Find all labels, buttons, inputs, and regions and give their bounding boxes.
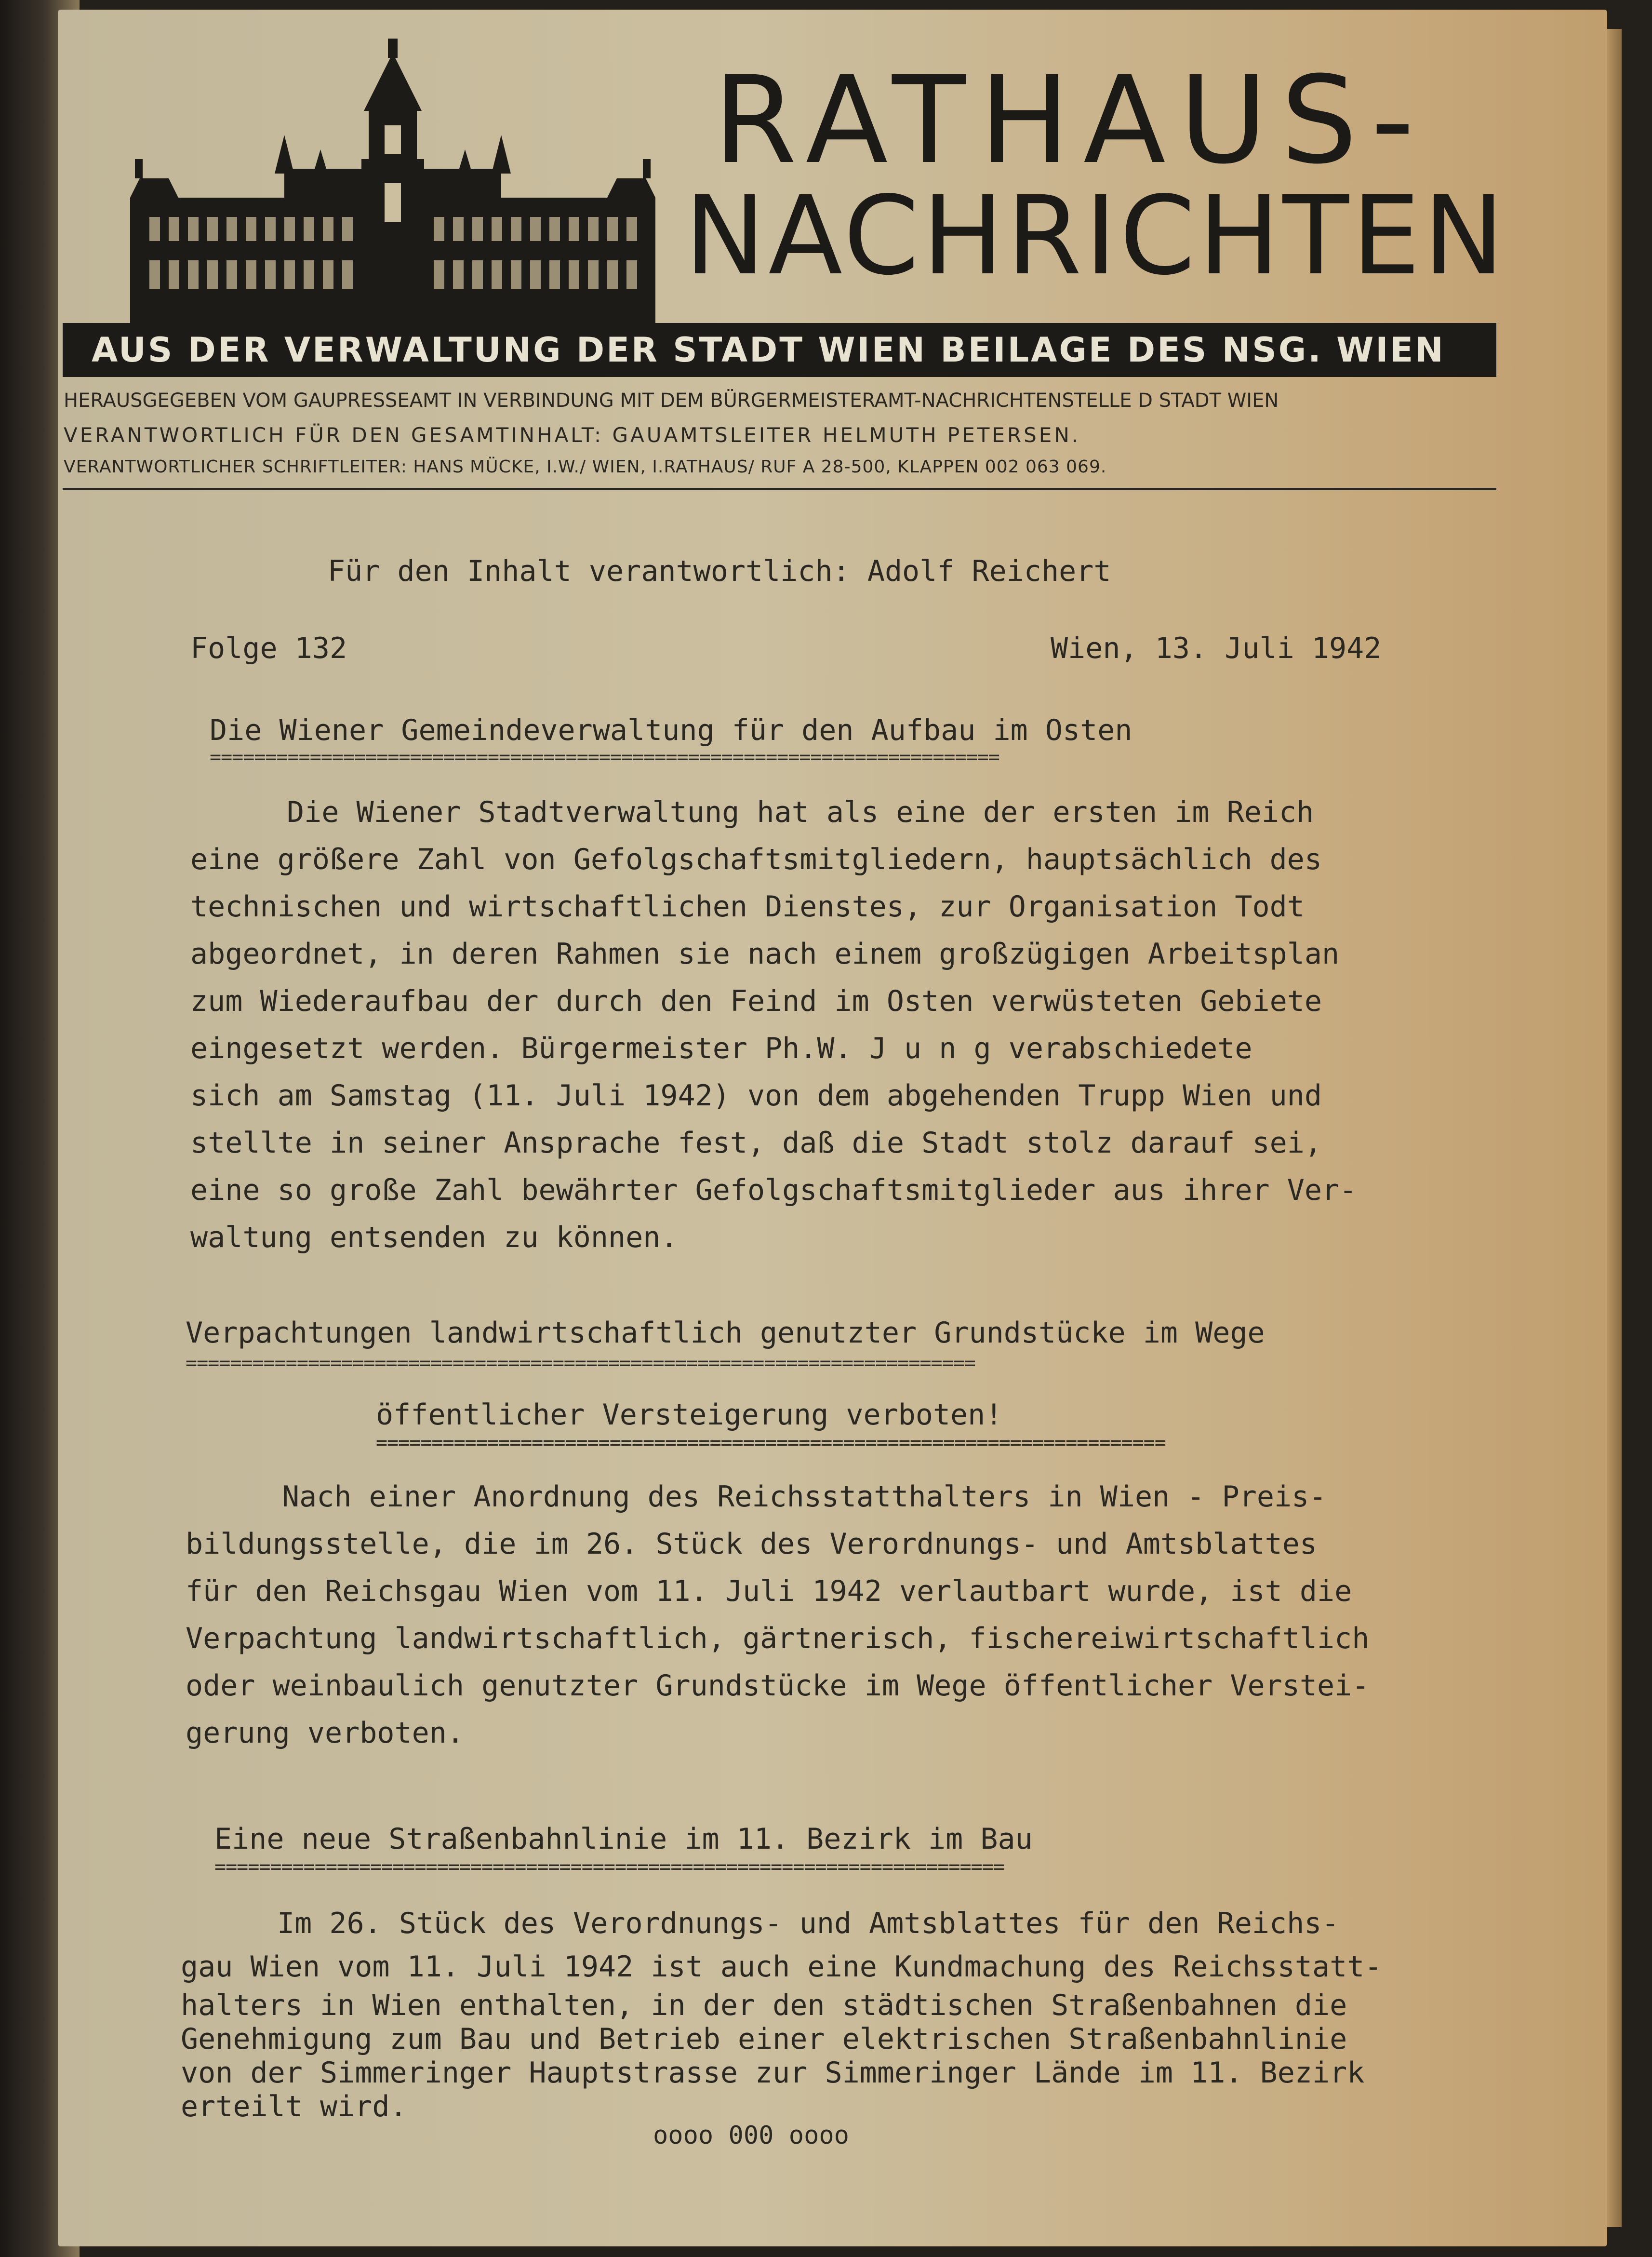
article-1-line: Die Wiener Stadtverwaltung hat als eine der ersten im Reich — [287, 795, 1314, 829]
article-1-heading-rule: ======================================================================= — [210, 746, 999, 768]
article-3-line: Genehmigung zum Bau und Betrieb einer elektrischen Straßenbahnlinie — [181, 2022, 1347, 2056]
article-1-line: zum Wiederaufbau der durch den Feind im Osten verwüsteten Gebiete — [190, 984, 1322, 1018]
responsible-editor: Für den Inhalt verantwortlich: Adolf Reichert — [328, 554, 1111, 588]
article-3-line: Im 26. Stück des Verordnungs- und Amtsblattes für den Reichs- — [277, 1907, 1339, 1940]
article-1-line: technischen und wirtschaftlichen Dienstes, zur Organisation Todt — [190, 890, 1305, 924]
end-mark: oooo 000 oooo — [653, 2121, 849, 2150]
issue-number: Folge 132 — [190, 631, 347, 665]
publisher-line-2: VERANTWORTLICH FÜR DEN GESAMTINHALT: GAUAMTSLEITER HELMUTH PETERSEN. — [64, 423, 1081, 447]
article-2-line: für den Reichsgau Wien vom 11. Juli 1942 verlautbart wurde, ist die — [186, 1574, 1352, 1608]
article-3-line: von der Simmeringer Hauptstrasse zur Simmeringer Lände im 11. Bezirk — [181, 2056, 1365, 2090]
article-1-line: eine größere Zahl von Gefolgschaftsmitgliedern, hauptsächlich des — [190, 843, 1322, 876]
article-1-line: sich am Samstag (11. Juli 1942) von dem abgehenden Trupp Wien und — [190, 1079, 1322, 1113]
masthead-divider — [63, 488, 1496, 490]
article-2-line: gerung verboten. — [186, 1716, 464, 1750]
article-2-heading-continued-rule: ======================================================================= — [376, 1432, 1166, 1454]
article-3-line: halters in Wien enthalten, in der den städtischen Straßenbahnen die — [181, 1988, 1347, 2022]
article-3-line: gau Wien vom 11. Juli 1942 ist auch eine Kundmachung des Reichsstatt- — [181, 1950, 1382, 1984]
article-2-heading: Verpachtungen landwirtschaftlich genutzter Grundstücke im Wege — [186, 1316, 1265, 1350]
page-edge — [1607, 29, 1622, 2227]
article-1-heading: Die Wiener Gemeindeverwaltung für den Aufbau im Osten — [210, 713, 1132, 747]
masthead-subtitle: AUS DER VERWALTUNG DER STADT WIEN BEILAGE DES NSG. WIEN — [92, 330, 1445, 370]
issue-date: Wien, 13. Juli 1942 — [1051, 631, 1382, 665]
article-1-line: abgeordnet, in deren Rahmen sie nach einem großzügigen Arbeitsplan — [190, 937, 1340, 971]
article-2-heading-continued: öffentlicher Versteigerung verboten! — [376, 1398, 1003, 1432]
article-3-heading: Eine neue Straßenbahnlinie im 11. Bezirk im Bau — [214, 1822, 1033, 1856]
article-3-line: erteilt wird. — [181, 2090, 407, 2123]
article-2-line: Nach einer Anordnung des Reichsstatthalters in Wien - Preis- — [282, 1480, 1327, 1514]
article-1-line: eingesetzt werden. Bürgermeister Ph.W. J u n g verabschiedete — [190, 1032, 1252, 1065]
article-2-line: oder weinbaulich genutzter Grundstücke im Wege öffentlicher Verstei- — [186, 1669, 1370, 1703]
publisher-line-1: HERAUSGEGEBEN VOM GAUPRESSEAMT IN VERBINDUNG MIT DEM BÜRGERMEISTERAMT-NACHRICHTENSTELLE D STADT WIEN — [64, 390, 1279, 412]
rathaus-building-illustration — [120, 39, 665, 328]
article-1-line: stellte in seiner Ansprache fest, daß die Stadt stolz darauf sei, — [190, 1126, 1322, 1160]
article-2-heading-rule: ======================================================================= — [186, 1352, 975, 1374]
publisher-line-3: VERANTWORTLICHER SCHRIFTLEITER: HANS MÜCKE, I.W./ WIEN, I.RATHAUS/ RUF A 28-500, KLAPPEN 002 063 069. — [64, 457, 1107, 477]
article-1-line: waltung entsenden zu können. — [190, 1221, 678, 1254]
article-2-line: bildungsstelle, die im 26. Stück des Verordnungs- und Amtsblattes — [186, 1527, 1317, 1561]
masthead-subtitle-bar — [63, 323, 1496, 377]
masthead-title-line1: RATHAUS- — [713, 50, 1428, 190]
article-3-heading-rule: ======================================================================= — [214, 1856, 1004, 1878]
article-1-line: eine so große Zahl bewährter Gefolgschaftsmitglieder aus ihrer Ver- — [190, 1173, 1357, 1207]
article-2-line: Verpachtung landwirtschaftlich, gärtnerisch, fischereiwirtschaftlich — [186, 1622, 1370, 1655]
masthead-title-line2: NACHRICHTEN — [684, 173, 1507, 299]
